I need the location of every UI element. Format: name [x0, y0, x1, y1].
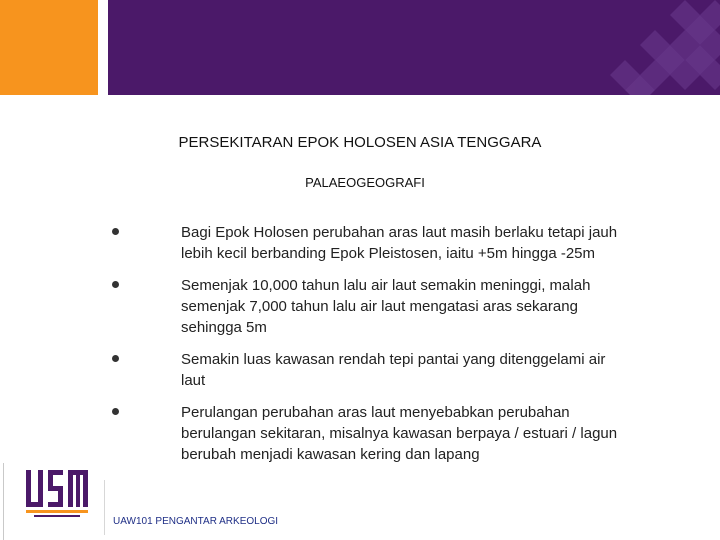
- left-edge-rule: [3, 463, 4, 540]
- bullet-text: Semenjak 10,000 tahun lalu air laut semakin meninggi, malah semenjak 7,000 tahun lalu air laut mengatasi aras sekarang sehingga 5m: [181, 277, 591, 336]
- bullet-dot-icon: [112, 408, 119, 415]
- bullet-text: Bagi Epok Holosen perubahan aras laut masih berlaku tetapi jauh lebih kecil berbanding Epok Pleistosen, iaitu +5m hingga -25m: [181, 224, 618, 262]
- bullet-item: [110, 222, 630, 264]
- bullet-dot-icon: [112, 228, 119, 235]
- logo-divider: [104, 480, 105, 535]
- bullet-dot-icon: [112, 355, 119, 362]
- bullet-text: Semakin luas kawasan rendah tepi pantai yang ditenggelami air laut: [181, 351, 606, 389]
- header-banner: [0, 0, 720, 95]
- bullet-list: [110, 222, 630, 465]
- bullet-item: [110, 349, 630, 391]
- bullet-text: Perulangan perubahan aras laut menyebabkan perubahan berulangan sekitaran, misalnya kawasan berpaya / estuari / lagun berubah menjadi kawasan kering dan lapang: [181, 404, 618, 463]
- diamond-pattern-icon: [580, 0, 720, 95]
- bullet-item: [110, 275, 630, 338]
- banner-divider: [98, 0, 108, 95]
- bullet-item: [110, 402, 630, 465]
- bullet-dot-icon: [112, 281, 119, 288]
- footer-course-label: UAW101 PENGANTAR ARKEOLOGI: [113, 516, 279, 527]
- usm-logo-icon: [24, 466, 94, 522]
- slide-title: PERSEKITARAN EPOK HOLOSEN ASIA TENGGARA: [178, 134, 542, 151]
- orange-accent-block: [0, 0, 98, 95]
- slide-subtitle: PALAEOGEOGRAFI: [305, 175, 425, 190]
